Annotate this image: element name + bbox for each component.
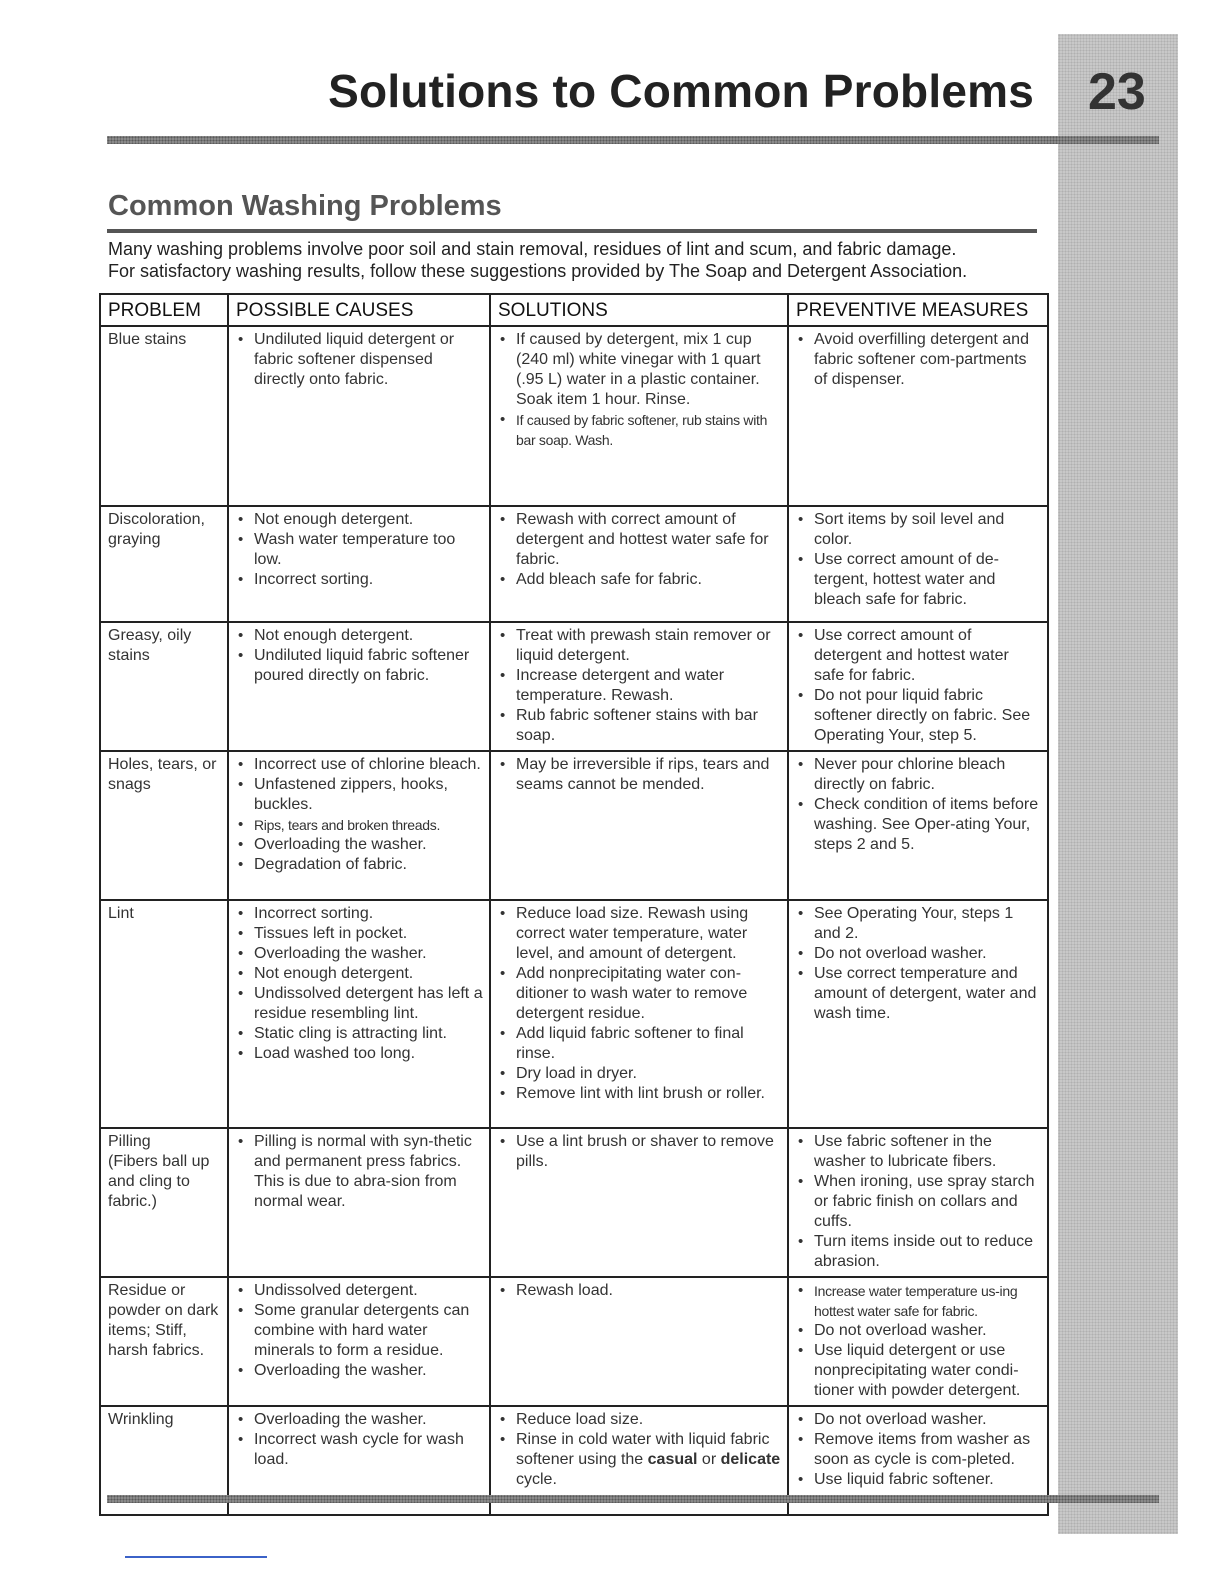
list-item: • Undiluted liquid fabric softener poured directly on fabric. (236, 646, 485, 686)
list-item: • Check condition of items before washing. See Oper-ating Your, steps 2 and 5. (796, 795, 1043, 855)
list-item: • Pilling is normal with syn-thetic and permanent press fabrics. This is due to abra-sion from normal wear. (236, 1132, 485, 1212)
list-item: • Rewash with correct amount of detergent and hottest water safe for fabric. (498, 510, 783, 570)
problem-cell: Discoloration, graying (100, 506, 228, 622)
list-item: • Use correct temperature and amount of detergent, water and wash time. (796, 964, 1043, 1024)
list-item: • Not enough detergent. (236, 626, 485, 646)
header-preventive-measures: PREVENTIVE MEASURES (788, 294, 1048, 326)
list-item: • Not enough detergent. (236, 510, 485, 530)
problems-table (99, 293, 1049, 1516)
list-item (498, 1430, 783, 1490)
list-item: • Increase water temperature us-ing hottest water safe for fabric. (796, 1281, 1043, 1321)
list-item: • Use a lint brush or shaver to remove pills. (498, 1132, 783, 1172)
list-item: • Incorrect sorting. (236, 570, 485, 590)
solution-text: Rinse in cold water with liquid fabric softener using the (516, 1431, 770, 1468)
list-item: • Rub fabric softener stains with bar soap. (498, 706, 783, 746)
problem-cell: Blue stains (100, 326, 228, 506)
solutions-cell (490, 1128, 788, 1277)
table-row (100, 1277, 1048, 1406)
list-item: • Use fabric softener in the washer to lubricate fibers. (796, 1132, 1043, 1172)
measures-cell (788, 326, 1048, 506)
table-row (100, 1128, 1048, 1277)
problem-cell: Lint (100, 900, 228, 1128)
table-row (100, 900, 1048, 1128)
solutions-cell (490, 900, 788, 1128)
section-divider (107, 229, 1037, 233)
solutions-cell (490, 326, 788, 506)
list-item: • Undissolved detergent. (236, 1281, 485, 1301)
problem-cell: Greasy, oily stains (100, 622, 228, 751)
list-item: • Incorrect use of chlorine bleach. (236, 755, 485, 775)
list-item: • Overloading the washer. (236, 1410, 485, 1430)
list-item: • Avoid overfilling detergent and fabric softener com-partments of dispenser. (796, 330, 1043, 390)
list-item: • Never pour chlorine bleach directly on fabric. (796, 755, 1043, 795)
causes-cell (228, 622, 490, 751)
list-item: • If caused by detergent, mix 1 cup (240 ml) white vinegar with 1 quart (.95 L) water in a plastic container. Soak item 1 hour. Rinse. (498, 330, 783, 410)
list-item: • Overloading the washer. (236, 1361, 485, 1381)
list-item: • Rewash load. (498, 1281, 783, 1301)
table-header-row (100, 294, 1048, 326)
list-item: • Reduce load size. (498, 1410, 783, 1430)
bottom-divider (107, 1495, 1159, 1503)
list-item: • Use correct amount of de-tergent, hottest water and bleach safe for fabric. (796, 550, 1043, 610)
table-row (100, 326, 1048, 506)
measures-cell (788, 900, 1048, 1128)
list-item: • If caused by fabric softener, rub stains with bar soap. Wash. (498, 410, 783, 450)
section-title: Common Washing Problems (108, 190, 502, 222)
list-item: • Overloading the washer. (236, 835, 485, 855)
list-item: • Tissues left in pocket. (236, 924, 485, 944)
list-item: • Undiluted liquid detergent or fabric softener dispensed directly onto fabric. (236, 330, 485, 390)
solution-text: cycle. (516, 1471, 557, 1488)
intro-line: For satisfactory washing results, follow these suggestions provided by The Soap and Detergent Association. (108, 261, 968, 281)
list-item: • Static cling is attracting lint. (236, 1024, 485, 1044)
measures-cell (788, 1277, 1048, 1406)
causes-cell (228, 751, 490, 900)
list-item: • Turn items inside out to reduce abrasion. (796, 1232, 1043, 1272)
list-item: • Rips, tears and broken threads. (236, 815, 485, 835)
table-row (100, 622, 1048, 751)
solutions-cell (490, 751, 788, 900)
list-item: • Sort items by soil level and color. (796, 510, 1043, 550)
causes-cell (228, 506, 490, 622)
solution-text: or (701, 1451, 717, 1468)
list-item: • Remove lint with lint brush or roller. (498, 1084, 783, 1104)
causes-cell (228, 326, 490, 506)
list-item: • Reduce load size. Rewash using correct water temperature, water level, and amount of detergent. (498, 904, 783, 964)
list-item: • Use liquid detergent or use nonprecipitating water condi-tioner with powder detergent. (796, 1341, 1043, 1401)
intro-text (108, 238, 1048, 282)
measures-cell (788, 751, 1048, 900)
list-item: • May be irreversible if rips, tears and seams cannot be mended. (498, 755, 783, 795)
list-item: • Add liquid fabric softener to final rinse. (498, 1024, 783, 1064)
header-solutions: SOLUTIONS (490, 294, 788, 326)
list-item: • Do not pour liquid fabric softener directly on fabric. See Operating Your, step 5. (796, 686, 1043, 746)
cycle-name-delicate: delicate (720, 1451, 781, 1468)
solutions-cell (490, 622, 788, 751)
causes-cell (228, 1128, 490, 1277)
list-item: • Remove items from washer as soon as cycle is com-pleted. (796, 1430, 1043, 1470)
title-divider (107, 136, 1159, 144)
list-item: • When ironing, use spray starch or fabric finish on collars and cuffs. (796, 1172, 1043, 1232)
problem-cell: Residue or powder on dark items; Stiff, harsh fabrics. (100, 1277, 228, 1406)
header-problem: PROBLEM (100, 294, 228, 326)
measures-cell (788, 1128, 1048, 1277)
list-item: • Unfastened zippers, hooks, buckles. (236, 775, 485, 815)
cycle-name-casual: casual (647, 1451, 698, 1468)
list-item: • Add bleach safe for fabric. (498, 570, 783, 590)
list-item: • Degradation of fabric. (236, 855, 485, 875)
list-item: • Do not overload washer. (796, 944, 1043, 964)
list-item: • Use correct amount of detergent and hottest water safe for fabric. (796, 626, 1043, 686)
problem-cell: Wrinkling (100, 1406, 228, 1515)
list-item: • Overloading the washer. (236, 944, 485, 964)
list-item: • Increase detergent and water temperature. Rewash. (498, 666, 783, 706)
page-number: 23 (1088, 63, 1146, 121)
solutions-cell (490, 1277, 788, 1406)
list-item: • Wash water temperature too low. (236, 530, 485, 570)
list-item: • Not enough detergent. (236, 964, 485, 984)
header-possible-causes: POSSIBLE CAUSES (228, 294, 490, 326)
list-item: • Treat with prewash stain remover or liquid detergent. (498, 626, 783, 666)
list-item: • Load washed too long. (236, 1044, 485, 1064)
list-item: • Some granular detergents can combine with hard water minerals to form a residue. (236, 1301, 485, 1361)
list-item: • Dry load in dryer. (498, 1064, 783, 1084)
solutions-cell (490, 506, 788, 622)
causes-cell (228, 1277, 490, 1406)
list-item: • Incorrect sorting. (236, 904, 485, 924)
causes-cell (228, 900, 490, 1128)
list-item: • Do not overload washer. (796, 1321, 1043, 1341)
list-item: • Incorrect wash cycle for wash load. (236, 1430, 485, 1470)
list-item: • Do not overload washer. (796, 1410, 1043, 1430)
measures-cell (788, 506, 1048, 622)
problem-cell: Holes, tears, or snags (100, 751, 228, 900)
intro-line: Many washing problems involve poor soil and stain removal, residues of lint and scum, and fabric damage. (108, 239, 957, 259)
measures-cell (788, 622, 1048, 751)
table-row (100, 751, 1048, 900)
footer-link-underline (125, 1556, 267, 1558)
problem-cell: Pilling (Fibers ball up and cling to fabric.) (100, 1128, 228, 1277)
list-item: • See Operating Your, steps 1 and 2. (796, 904, 1043, 944)
list-item: • Add nonprecipitating water con-ditioner to wash water to remove detergent residue. (498, 964, 783, 1024)
page-title: Solutions to Common Problems (328, 65, 1034, 117)
list-item: • Use liquid fabric softener. (796, 1470, 1043, 1490)
list-item: • Undissolved detergent has left a residue resembling lint. (236, 984, 485, 1024)
page-side-tab (1058, 34, 1178, 1534)
table-row (100, 506, 1048, 622)
